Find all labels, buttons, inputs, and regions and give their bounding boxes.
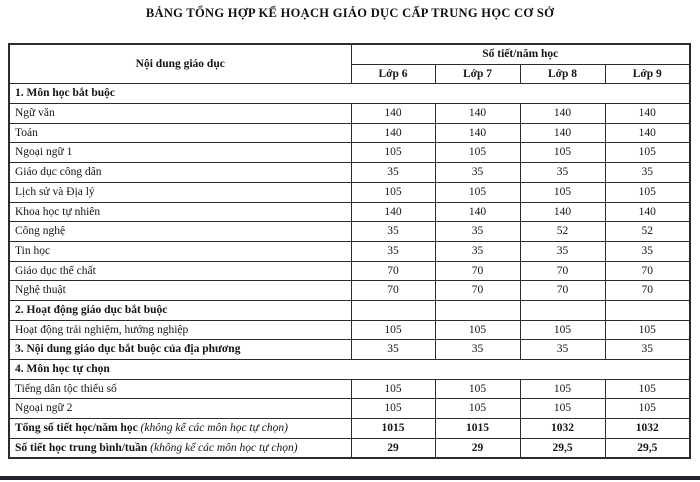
value-cell: 52 [605, 222, 690, 242]
table-row [9, 143, 690, 163]
value-cell: 105 [520, 182, 605, 202]
value-cell: 70 [520, 281, 605, 301]
header-periods-group: Số tiết/năm học [351, 44, 690, 64]
value-cell: 140 [605, 123, 690, 143]
value-cell: 35 [351, 340, 435, 360]
education-plan-table [8, 43, 691, 459]
value-cell: 70 [435, 281, 520, 301]
value-cell [520, 300, 605, 320]
value-cell: 35 [351, 222, 435, 242]
table-row [9, 182, 690, 202]
value-cell: 35 [435, 340, 520, 360]
value-cell: 140 [605, 104, 690, 124]
value-cell: 35 [520, 241, 605, 261]
section-label: 4. Môn học tự chọn [9, 360, 690, 380]
value-cell: 70 [351, 281, 435, 301]
row-label: Khoa học tự nhiên [9, 202, 351, 222]
value-cell: 35 [605, 241, 690, 261]
value-cell: 105 [351, 320, 435, 340]
header-class-6: Lớp 6 [351, 64, 435, 84]
row-label: Giáo dục công dân [9, 163, 351, 183]
table-row [9, 123, 690, 143]
header-class-9: Lớp 9 [605, 64, 690, 84]
summary-label-note: (không kể các môn học tự chọn) [150, 441, 298, 454]
table-row [9, 84, 690, 104]
value-cell: 105 [435, 379, 520, 399]
table-row [9, 241, 690, 261]
value-cell: 70 [351, 261, 435, 281]
value-cell: 70 [520, 261, 605, 281]
value-cell: 140 [435, 123, 520, 143]
header-content-column: Nội dung giáo dục [9, 44, 351, 84]
value-cell: 35 [351, 241, 435, 261]
value-cell: 35 [435, 222, 520, 242]
value-cell: 1015 [351, 419, 435, 439]
summary-label-main: Số tiết học trung bình/tuần [15, 441, 151, 454]
value-cell [605, 300, 690, 320]
value-cell: 35 [605, 340, 690, 360]
row-label: Ngoại ngữ 1 [9, 143, 351, 163]
value-cell: 140 [435, 104, 520, 124]
value-cell: 105 [520, 143, 605, 163]
row-label: Toán [9, 123, 351, 143]
value-cell: 35 [520, 340, 605, 360]
value-cell: 140 [351, 104, 435, 124]
value-cell: 140 [435, 202, 520, 222]
value-cell: 1015 [435, 419, 520, 439]
value-cell: 105 [605, 143, 690, 163]
row-label: Giáo dục thể chất [9, 261, 351, 281]
value-cell: 35 [605, 163, 690, 183]
value-cell: 1032 [520, 419, 605, 439]
row-label: Hoạt động trải nghiệm, hướng nghiệp [9, 320, 351, 340]
value-cell: 105 [520, 320, 605, 340]
table-row [9, 379, 690, 399]
table-row [9, 104, 690, 124]
row-label: Công nghệ [9, 222, 351, 242]
value-cell: 105 [605, 182, 690, 202]
header-class-8: Lớp 8 [520, 64, 605, 84]
table-row [9, 438, 690, 458]
value-cell [351, 300, 435, 320]
value-cell: 140 [520, 104, 605, 124]
value-cell: 35 [435, 241, 520, 261]
row-label: Ngoại ngữ 2 [9, 399, 351, 419]
value-cell: 35 [351, 163, 435, 183]
table-row [9, 281, 690, 301]
summary-label-note: (không kể các môn học tự chọn) [140, 422, 288, 435]
value-cell: 105 [435, 182, 520, 202]
value-cell: 70 [435, 261, 520, 281]
bottom-edge-strip [0, 476, 700, 480]
table-row [9, 340, 690, 360]
table-row [9, 360, 690, 380]
table-row [9, 202, 690, 222]
section-label: 1. Môn học bắt buộc [9, 84, 690, 104]
row-label: Tiếng dân tộc thiểu số [9, 379, 351, 399]
value-cell: 35 [520, 163, 605, 183]
summary-label [9, 419, 351, 439]
value-cell: 35 [435, 163, 520, 183]
summary-label-main: Tổng số tiết học/năm học [15, 422, 141, 435]
value-cell: 29 [435, 438, 520, 458]
row-label: Tin học [9, 241, 351, 261]
value-cell: 52 [520, 222, 605, 242]
table-row [9, 399, 690, 419]
value-cell: 140 [605, 202, 690, 222]
section-label: 2. Hoạt động giáo dục bắt buộc [9, 300, 351, 320]
summary-label [9, 438, 351, 458]
table-row [9, 419, 690, 439]
table-row [9, 300, 690, 320]
page-title: BẢNG TỔNG HỢP KẾ HOẠCH GIÁO DỤC CẤP TRUNG HỌC CƠ SỞ [145, 6, 555, 20]
row-label: Nghệ thuật [9, 281, 351, 301]
value-cell: 70 [605, 281, 690, 301]
value-cell [435, 300, 520, 320]
value-cell: 105 [605, 379, 690, 399]
row-label: Lịch sử và Địa lý [9, 182, 351, 202]
value-cell: 105 [351, 143, 435, 163]
value-cell: 140 [520, 123, 605, 143]
value-cell: 140 [520, 202, 605, 222]
value-cell: 105 [520, 399, 605, 419]
table-row [9, 261, 690, 281]
header-class-7: Lớp 7 [435, 64, 520, 84]
value-cell: 105 [351, 399, 435, 419]
value-cell: 140 [351, 202, 435, 222]
table-row [9, 320, 690, 340]
value-cell: 1032 [605, 419, 690, 439]
value-cell: 29 [351, 438, 435, 458]
value-cell: 105 [351, 182, 435, 202]
value-cell: 105 [520, 379, 605, 399]
row-label: Ngữ văn [9, 104, 351, 124]
value-cell: 105 [351, 379, 435, 399]
value-cell: 105 [605, 320, 690, 340]
section-label: 3. Nội dung giáo dục bắt buộc của địa phương [9, 340, 351, 360]
value-cell: 29,5 [605, 438, 690, 458]
header-row-top [9, 44, 690, 64]
value-cell: 105 [605, 399, 690, 419]
value-cell: 70 [605, 261, 690, 281]
value-cell: 29,5 [520, 438, 605, 458]
table-row [9, 222, 690, 242]
table-row [9, 163, 690, 183]
value-cell: 105 [435, 320, 520, 340]
value-cell: 105 [435, 143, 520, 163]
value-cell: 140 [351, 123, 435, 143]
value-cell: 105 [435, 399, 520, 419]
